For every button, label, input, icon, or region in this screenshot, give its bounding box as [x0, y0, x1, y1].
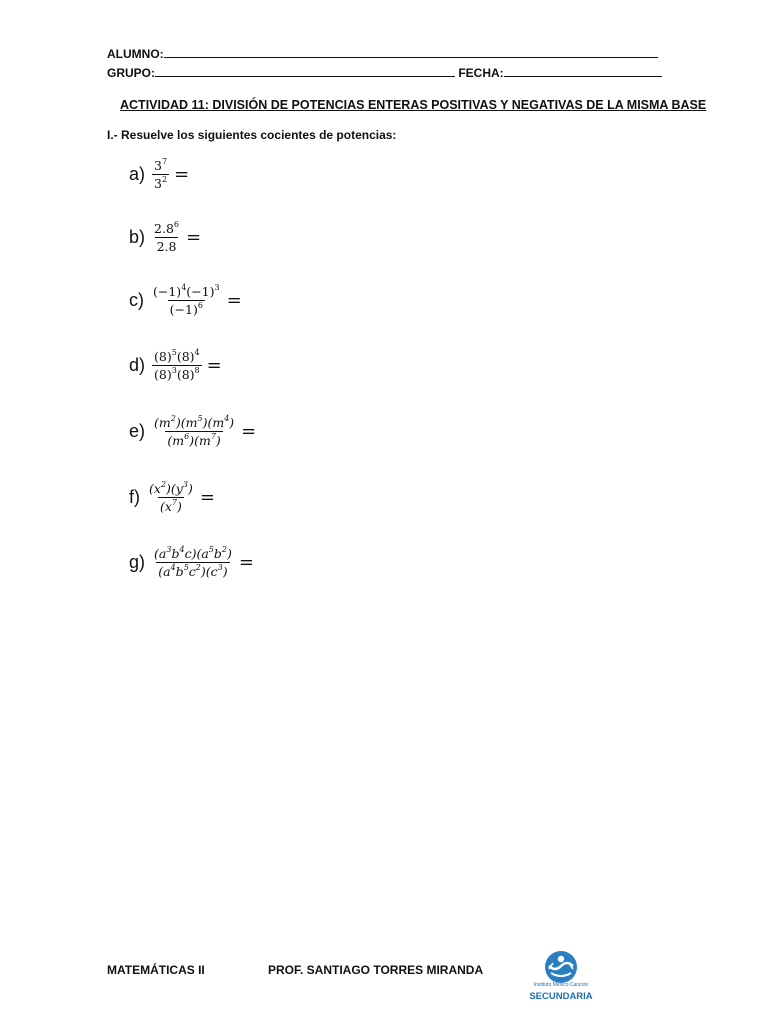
- exercise-a: [129, 158, 189, 191]
- denominator: 2.8: [156, 239, 177, 254]
- logo-brand-text: Instituto México Canción: [533, 982, 589, 988]
- equals-sign: =: [226, 290, 242, 311]
- denominator: $(8)^3(8)^8$: [154, 366, 200, 382]
- equals-sign: =: [238, 552, 254, 573]
- denominator: $(a^4b^5c^2)(c^3)$: [158, 563, 228, 579]
- numerator: $3^7$: [154, 157, 168, 173]
- exercise-d: [129, 349, 222, 382]
- exercise-label: b): [129, 227, 146, 247]
- denominator: $(m^6)(m^7)$: [167, 432, 221, 448]
- exercise-c: [129, 284, 242, 317]
- fraction: [152, 158, 169, 191]
- equals-sign: =: [186, 227, 202, 248]
- alumno-field: [107, 46, 658, 61]
- logo-secundaria-text: SECUNDARIA: [529, 991, 593, 1002]
- equals-sign: =: [206, 355, 222, 376]
- numerator: $(a^3b^4c)(a^5b^2)$: [154, 545, 232, 561]
- numerator: $(8)^5(8)^4$: [154, 348, 200, 364]
- grupo-label: GRUPO:: [107, 66, 155, 80]
- exercise-label: d): [129, 355, 146, 375]
- exercise-e: [129, 415, 256, 448]
- fraction: [152, 546, 234, 579]
- numerator: $(-1)^4(-1)^3$: [153, 283, 220, 299]
- numerator: $(x^2)(y^3)$: [149, 480, 193, 496]
- equals-sign: =: [241, 421, 257, 442]
- numerator: $(m^2)(m^5)(m^4)$: [154, 414, 235, 430]
- exercise-label: c): [129, 290, 144, 310]
- equals-sign: =: [199, 487, 215, 508]
- fecha-line: [504, 65, 662, 77]
- fecha-label: FECHA:: [458, 66, 504, 80]
- exercise-label: g): [129, 552, 146, 572]
- exercise-f: [129, 481, 215, 514]
- exercise-label: e): [129, 421, 146, 441]
- activity-title: ACTIVIDAD 11: DIVISIÓN DE POTENCIAS ENTERAS POSITIVAS Y NEGATIVAS DE LA MISMA BASE: [120, 98, 707, 112]
- numerator: $2.8^6$: [154, 220, 179, 236]
- exercise-label: f): [129, 487, 140, 507]
- fraction: [152, 221, 181, 254]
- denominator: $(-1)^6$: [169, 301, 203, 317]
- denominator: $(x^7)$: [159, 498, 182, 514]
- alumno-label: ALUMNO:: [107, 47, 164, 61]
- exercise-g: [129, 546, 254, 579]
- fraction: [152, 415, 236, 448]
- grupo-fecha-field: [107, 65, 662, 80]
- grupo-line: [155, 65, 455, 77]
- fraction: [152, 349, 202, 382]
- equals-sign: =: [174, 164, 190, 185]
- footer-subject: MATEMÁTICAS II: [107, 963, 205, 977]
- fraction: [151, 284, 222, 317]
- denominator: $3^2$: [154, 175, 168, 191]
- exercise-b: [129, 221, 201, 254]
- footer-teacher: PROF. SANTIAGO TORRES MIRANDA: [268, 963, 484, 977]
- exercise-label: a): [129, 164, 146, 184]
- instruction-text: I.- Resuelve los siguientes cocientes de potencias:: [107, 128, 397, 142]
- fraction: [147, 481, 195, 514]
- alumno-line: [164, 46, 658, 58]
